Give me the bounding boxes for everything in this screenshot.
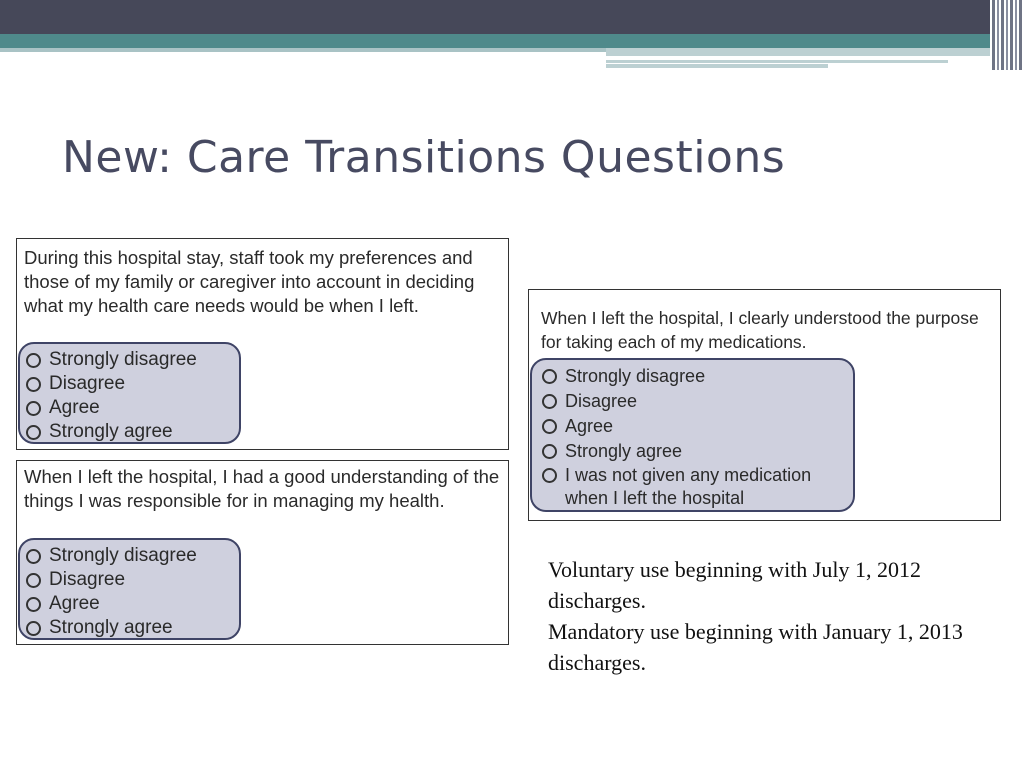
option-strongly-disagree[interactable] — [542, 364, 853, 389]
question-box-preferences — [16, 238, 509, 450]
question-text: When I left the hospital, I had a good understanding of the things I was responsible for in managing my health. — [24, 466, 500, 511]
question-text: When I left the hospital, I clearly understood the purpose for taking each of my medications. — [541, 308, 979, 352]
note-mandatory: Mandatory use beginning with January 1, 2013 discharges. — [548, 619, 963, 675]
radio-icon[interactable] — [26, 621, 41, 636]
radio-icon[interactable] — [542, 444, 557, 459]
option-label: Disagree — [565, 391, 638, 411]
option-label: Agree — [49, 593, 100, 614]
option-disagree[interactable] — [26, 372, 239, 396]
option-strongly-agree[interactable] — [26, 420, 239, 444]
option-no-medication[interactable] — [542, 464, 853, 510]
slide-title: New: Care Transitions Questions — [62, 132, 786, 183]
option-agree[interactable] — [542, 414, 853, 439]
note-voluntary: Voluntary use beginning with July 1, 2012 discharges. — [548, 557, 921, 613]
radio-icon[interactable] — [26, 597, 41, 612]
option-label: Agree — [565, 416, 614, 436]
radio-icon[interactable] — [26, 549, 41, 564]
option-agree[interactable] — [26, 396, 239, 420]
header-accent-line-1 — [606, 48, 1024, 56]
radio-icon[interactable] — [26, 353, 41, 368]
question-box-responsibilities — [16, 460, 509, 645]
option-label: Strongly agree — [49, 617, 173, 638]
option-label: Strongly disagree — [49, 545, 197, 566]
answer-options — [18, 538, 241, 640]
option-label: Strongly agree — [49, 421, 173, 442]
option-agree[interactable] — [26, 592, 239, 616]
radio-icon[interactable] — [542, 394, 557, 409]
option-label: I was not given any medication when I left the hospital — [565, 465, 812, 508]
radio-icon[interactable] — [26, 377, 41, 392]
radio-icon[interactable] — [542, 369, 557, 384]
radio-icon[interactable] — [542, 419, 557, 434]
option-strongly-agree[interactable] — [26, 616, 239, 640]
option-label: Strongly disagree — [565, 366, 706, 386]
option-label: Strongly disagree — [49, 349, 197, 370]
option-label: Disagree — [49, 373, 126, 394]
header-band-teal — [0, 34, 1024, 48]
radio-icon[interactable] — [26, 425, 41, 440]
answer-options — [18, 342, 241, 444]
implementation-note — [548, 554, 988, 678]
radio-icon[interactable] — [26, 573, 41, 588]
option-disagree[interactable] — [26, 568, 239, 592]
header-accent-line-2 — [606, 60, 948, 63]
option-strongly-agree[interactable] — [542, 439, 853, 464]
option-label: Agree — [49, 397, 100, 418]
option-label: Disagree — [49, 569, 126, 590]
radio-icon[interactable] — [542, 468, 557, 483]
header-stripes — [990, 0, 1024, 70]
header-accent-line-3 — [606, 64, 828, 68]
question-text: During this hospital stay, staff took my preferences and those of my family or caregiver into account in deciding what my health care needs would be when I left. — [24, 247, 475, 316]
radio-icon[interactable] — [26, 401, 41, 416]
question-box-medications — [528, 289, 1001, 521]
header-band-dark — [0, 0, 1024, 34]
option-strongly-disagree[interactable] — [26, 348, 239, 372]
answer-options — [530, 358, 855, 512]
option-disagree[interactable] — [542, 389, 853, 414]
option-label: Strongly agree — [565, 441, 683, 461]
option-strongly-disagree[interactable] — [26, 544, 239, 568]
